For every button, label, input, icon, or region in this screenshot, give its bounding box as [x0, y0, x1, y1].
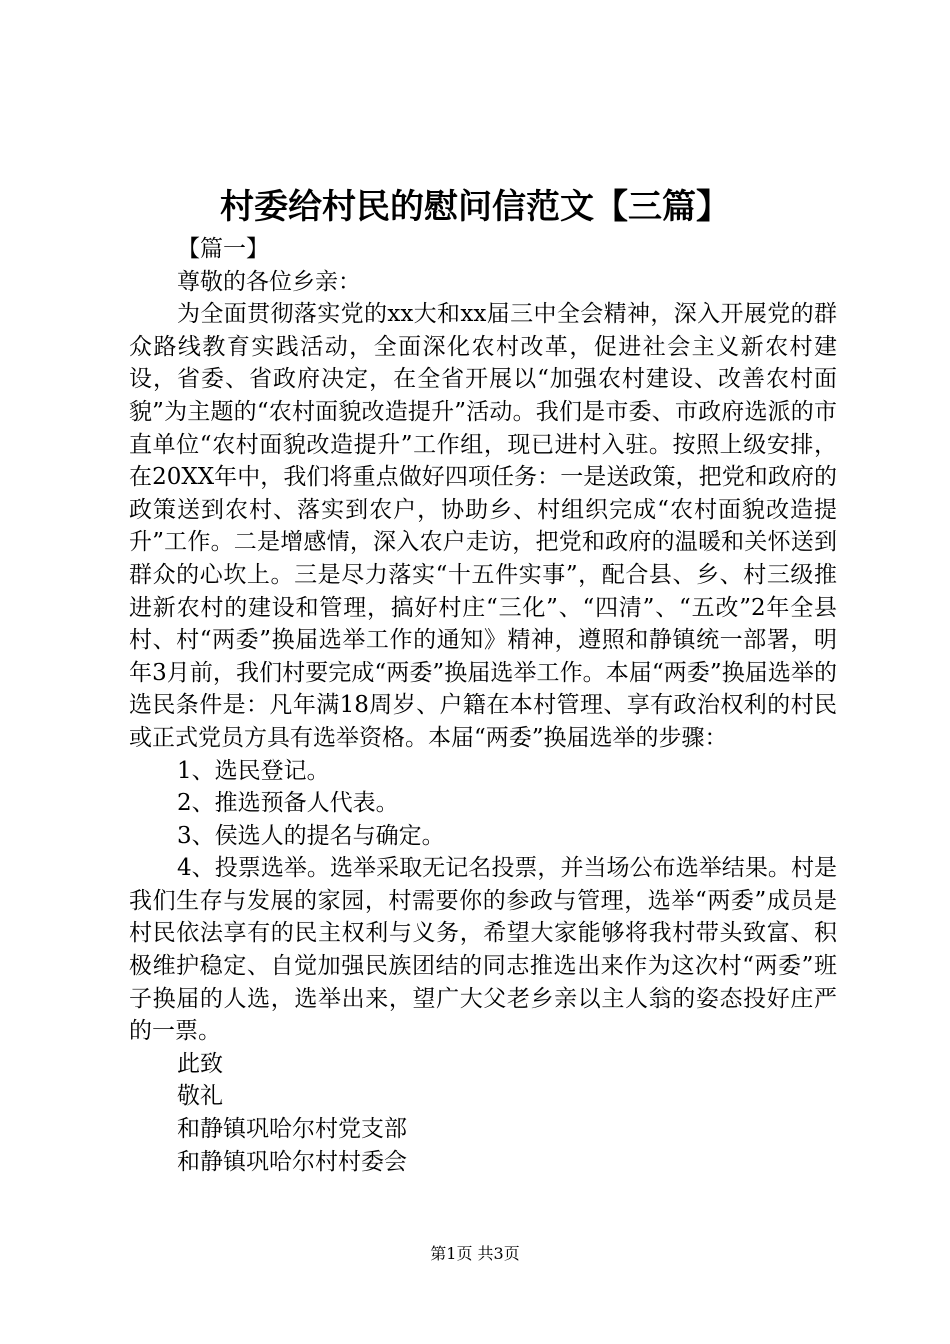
document-body: [129, 233, 837, 1178]
signature-village-committee: 和静镇巩哈尔村村委会: [177, 1148, 407, 1175]
page-footer: 第1页 共3页: [430, 1244, 520, 1263]
step-item-3: 3、侯选人的提名与确定。: [177, 822, 445, 849]
step-item-1: 1、选民登记。: [177, 757, 330, 784]
section-heading: 【篇一】: [177, 236, 269, 262]
document-title: 村委给村民的慰问信范文【三篇】: [220, 187, 730, 227]
step-item-4: 4、投票选举。选举采取无记名投票，并当场公布选举结果。村是我们生存与发展的家园，村需要你的参政与管理，选举“两委”成员是村民依法享有的民主权利与义务，希望大家能够将我村带头致富、积极维护稳定、自觉加强民族团结的同志推选出来作为这次村“两委”班子换届的人选，选举出来，望广大父老乡亲以主人翁的姿态投好庄严的一票。: [129, 855, 837, 1045]
closing-line-1: 此致: [177, 1050, 223, 1077]
step-item-2: 2、推选预备人代表。: [177, 790, 399, 817]
signature-party-branch: 和静镇巩哈尔村党支部: [177, 1116, 407, 1143]
salutation: 尊敬的各位乡亲：: [177, 268, 361, 295]
closing-line-2: 敬礼: [177, 1083, 223, 1110]
paragraph-intro: 为全面贯彻落实党的xx大和xx届三中全会精神，深入开展党的群众路线教育实践活动，全面深化农村改革，促进社会主义新农村建设，省委、省政府决定，在全省开展以“加强农村建设、改善农村面貌”为主题的“农村面貌改造提升”活动。我们是市委、市政府选派的市直单位“农村面貌改造提升”工作组，现已进村入驻。按照上级安排，在20XX年中，我们将重点做好四项任务：一是送政策，把党和政府的政策送到农村、落实到农户，协助乡、村组织完成“农村面貌改造提升”工作。二是增感情，深入农户走访，把党和政府的温暖和关怀送到群众的心坎上。三是尽力落实“十五件实事”，配合县、乡、村三级推进新农村的建设和管理，搞好村庄“三化”、“四清”、“五改”2年全县村、村“两委”换届选举工作的通知》精神，遵照和静镇统一部署，明年3月前，我们村要完成“两委”换届选举工作。本届“两委”换届选举的选民条件是：凡年满18周岁、户籍在本村管理、享有政治权利的村民或正式党员方具有选举资格。本届“两委”换届选举的步骤：: [129, 301, 837, 751]
